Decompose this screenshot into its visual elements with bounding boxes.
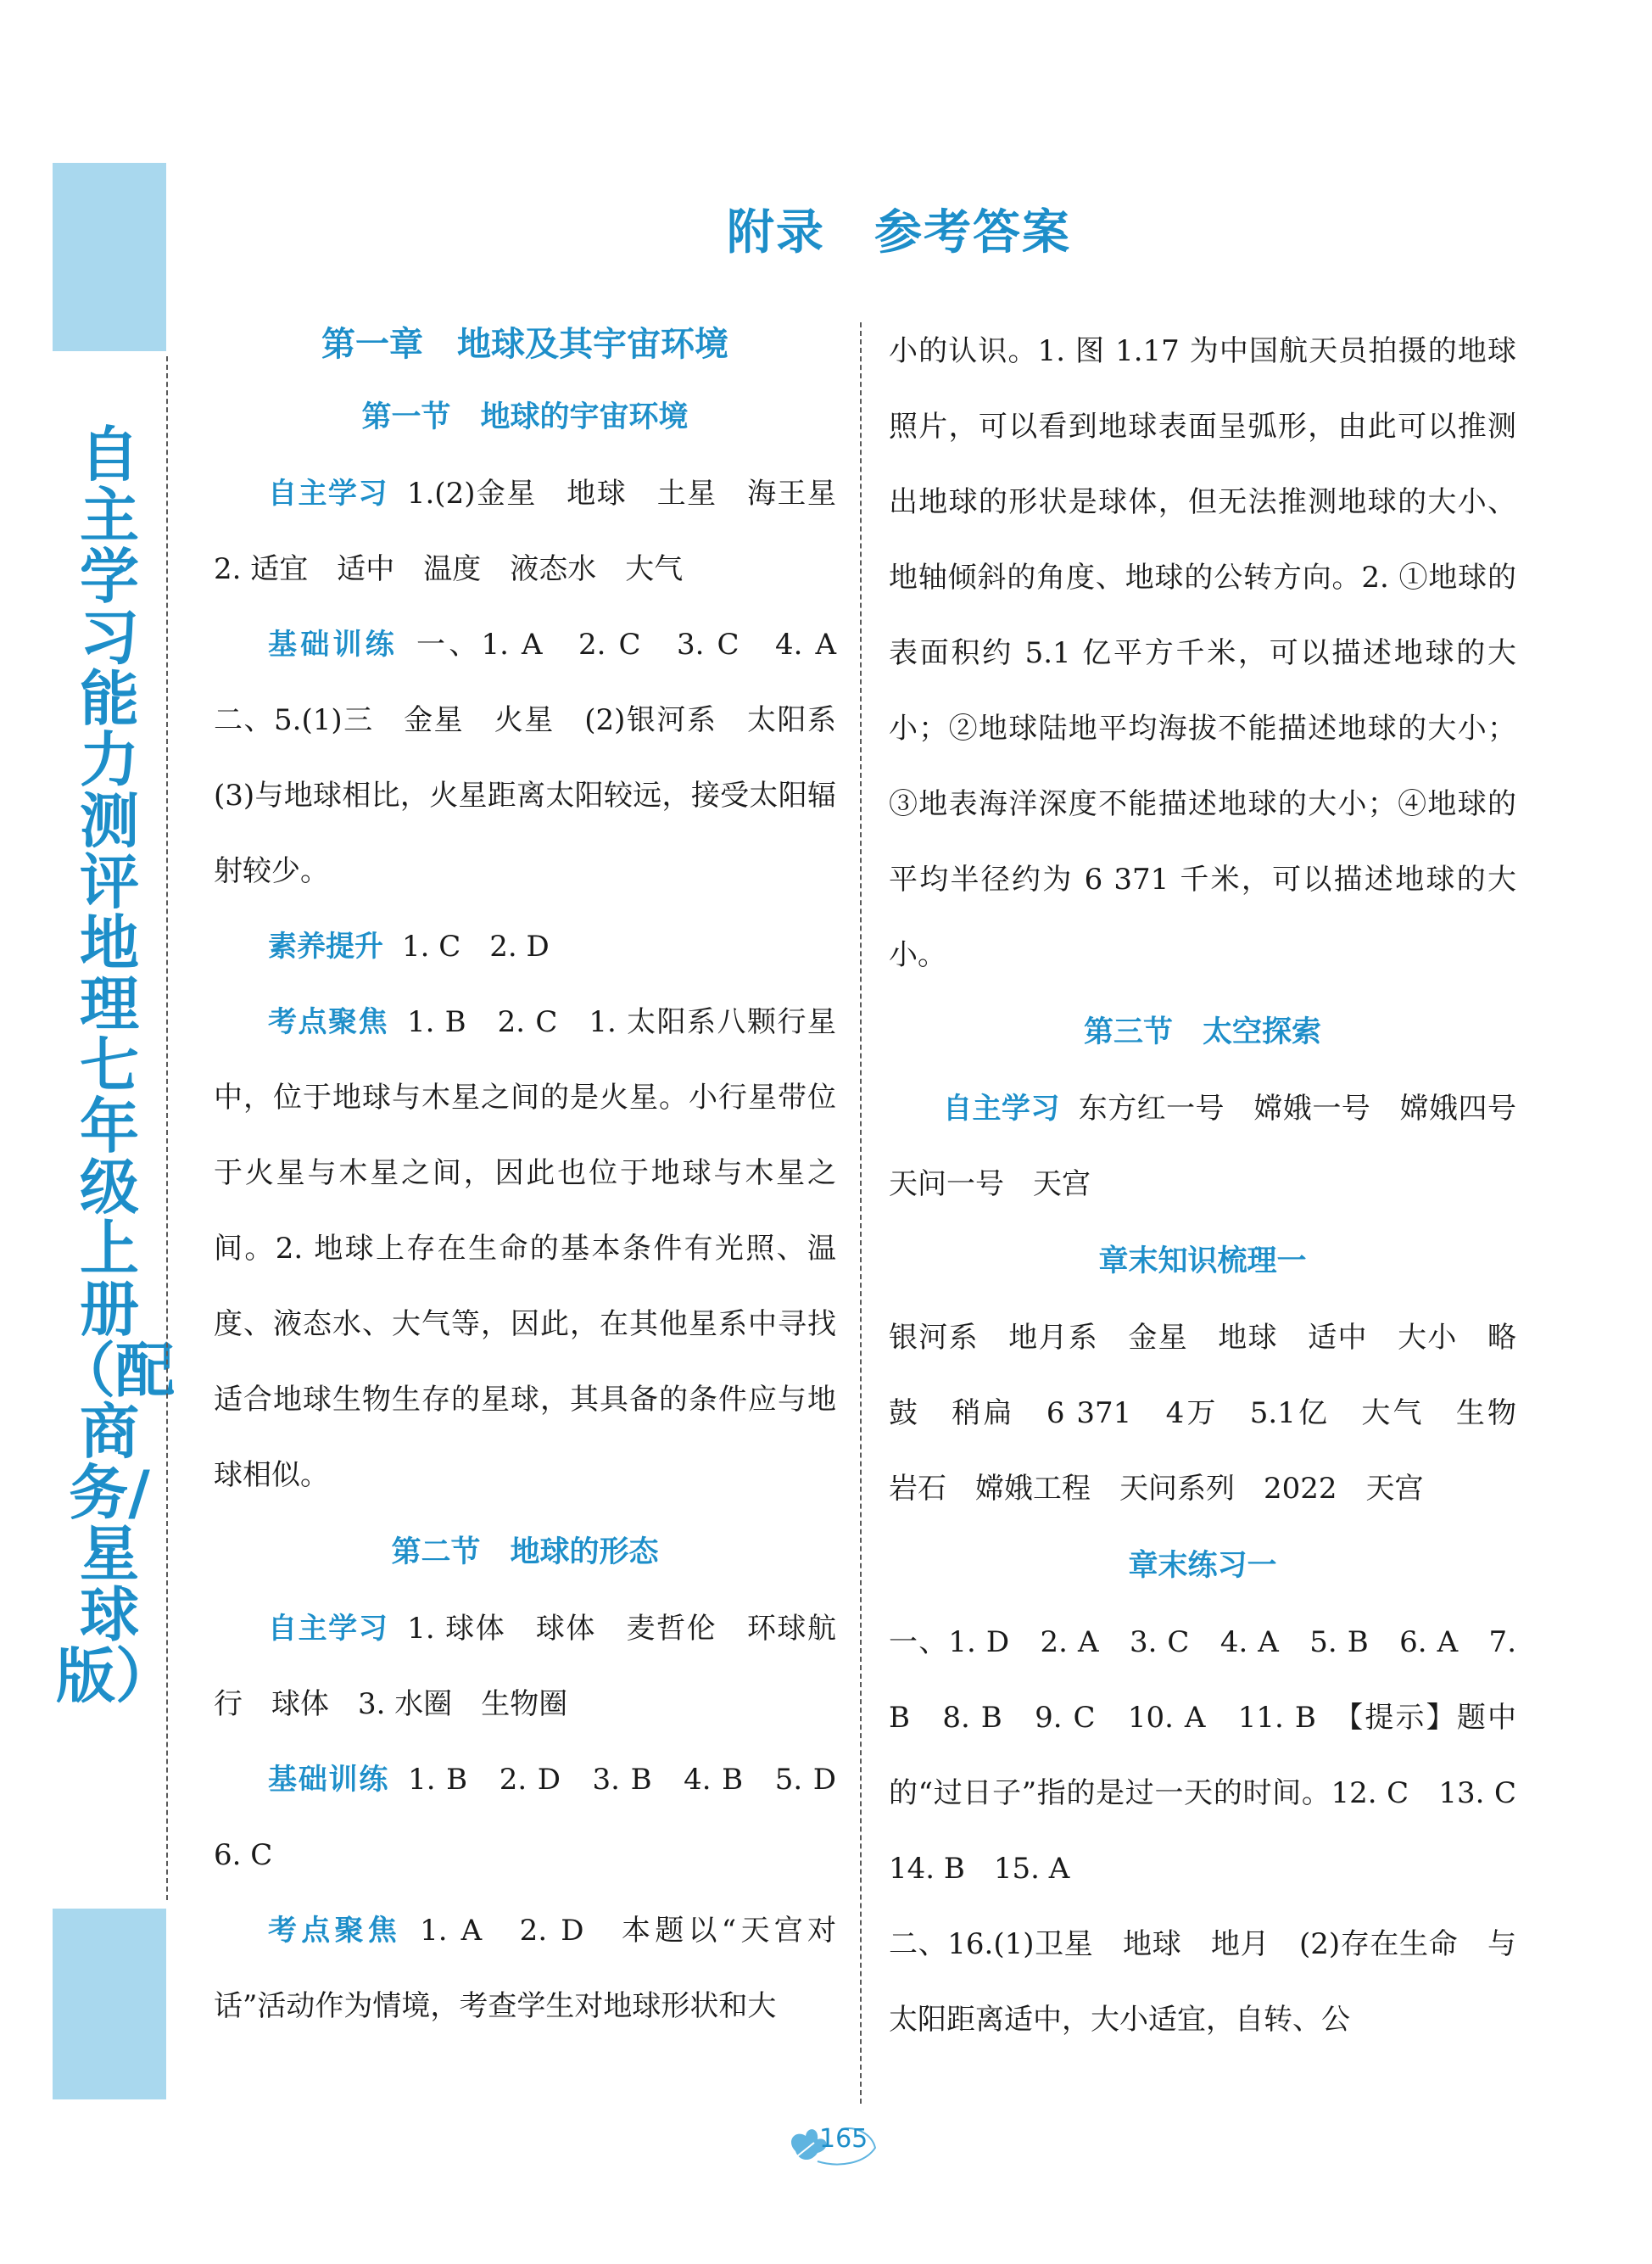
page-number-badge <box>780 2117 882 2168</box>
answer-paragraph <box>889 314 1516 993</box>
answer-paragraph <box>214 909 836 985</box>
answer-text: 1. A 2. D 本题以“天宫对话”活动作为情境，考查学生对地球形状和大 <box>214 1914 836 2023</box>
answer-text: 一、1. A 2. C 3. C 4. A 二、5.(1)三 金星 火星 (2)银河系 太阳系 (3)与地球相比，火星距离太阳较远，接受太阳辐射较少。 <box>214 628 865 888</box>
answer-label: 自主学习 <box>268 477 388 511</box>
answer-label: 基础训练 <box>268 628 398 662</box>
section-heading: 章末练习一 <box>1128 1549 1277 1583</box>
answer-paragraph <box>214 607 865 909</box>
section-heading: 章末知识梳理一 <box>1098 1244 1307 1278</box>
page-title: 附录 参考答案 <box>727 205 1071 260</box>
spine-color-block-top <box>53 163 166 351</box>
spine-dashed-line <box>166 356 168 1900</box>
spine-color-block-bottom <box>53 1909 166 2099</box>
answer-paragraph <box>214 1742 865 1893</box>
answer-label: 自主学习 <box>943 1092 1060 1126</box>
answer-paragraph <box>889 1071 1546 1222</box>
answer-paragraph <box>214 1591 836 1742</box>
answer-paragraph <box>214 985 836 1513</box>
answer-paragraph <box>214 1893 836 2044</box>
answer-text: 银河系 地月系 金星 地球 适中 大小 略鼓 稍扁 6 371 4万 5.1亿 大气 生物 岩石 嫦娥工程 天问系列 2022 天宫 <box>889 1321 1545 1506</box>
section-heading: 第三节 太空探索 <box>1083 1015 1321 1049</box>
answer-paragraph <box>889 1300 1545 1527</box>
right-column <box>889 314 1546 2058</box>
answer-label: 考点聚焦 <box>268 1914 402 1948</box>
answer-label: 自主学习 <box>268 1612 389 1646</box>
answer-text: 1.(2)金星 地球 土星 海王星 2. 适宜 适中 温度 液态水 大气 <box>214 477 866 586</box>
chapter-heading: 第一章 地球及其宇宙环境 <box>321 325 728 364</box>
column-divider <box>860 322 862 2104</box>
answer-text: 1. C 2. D <box>402 930 550 964</box>
left-column <box>214 314 866 2044</box>
answer-text: 二、16.(1)卫星 地球 地月 (2)存在生命 与太阳距离适中，大小适宜，自转、公 <box>889 1927 1516 2037</box>
answer-paragraph <box>889 1605 1545 1907</box>
answer-label: 考点聚焦 <box>268 1005 388 1039</box>
answer-text: 1. B 2. C 1. 太阳系八颗行星中，位于地球与木星之间的是火星。小行星带位于火星与木星之间，因此也位于地球与木星之间。2. 地球上存在生命的基本条件有光照、温度、液态水、大气等，因此，在其他星系中寻找适合地球生物生存的星球，其具备的条件应与地球相似。 <box>214 1005 837 1492</box>
section-heading: 第二节 地球的形态 <box>391 1535 659 1569</box>
answer-paragraph <box>214 456 866 607</box>
answer-label: 基础训练 <box>268 1763 390 1797</box>
answer-text: 1. 球体 球体 麦哲伦 环球航行 球体 3. 水圈 生物圈 <box>214 1612 836 1721</box>
answer-paragraph <box>889 1907 1516 2058</box>
answer-text: 一、1. D 2. A 3. C 4. A 5. B 6. A 7. B 8. B 9. C 10. A 11. B 【提示】题中的“过日子”指的是过一天的时间。12. C 13. C 14. B 15. A <box>889 1625 1545 1886</box>
answer-text: 小的认识。1. 图 1.17 为中国航天员拍摄的地球照片，可以看到地球表面呈弧形，由此可以推测出地球的形状是球体，但无法推测地球的大小、地轴倾斜的角度、地球的公转方向。2. ①地球的表面积约 5.1 亿平方千米，可以描述地球的大小；②地球陆地平均海拔不能描述地球的大小；③地表海洋深度不能描述地球的大小；④地球的平均半径约为 6 371 千米，可以描述地球的大小。 <box>889 334 1516 972</box>
book-spine-title: 自主学习能力测评 地理 七年级上册（配商务/星球版） <box>56 420 175 1711</box>
answer-text: 东方红一号 嫦娥一号 嫦娥四号 天问一号 天宫 <box>889 1092 1546 1201</box>
answer-text: 1. B 2. D 3. B 4. B 5. D 6. C <box>214 1763 865 1872</box>
answer-label: 素养提升 <box>268 930 383 964</box>
page-number: 165 <box>819 2124 868 2154</box>
section-heading: 第一节 地球的宇宙环境 <box>361 400 689 434</box>
